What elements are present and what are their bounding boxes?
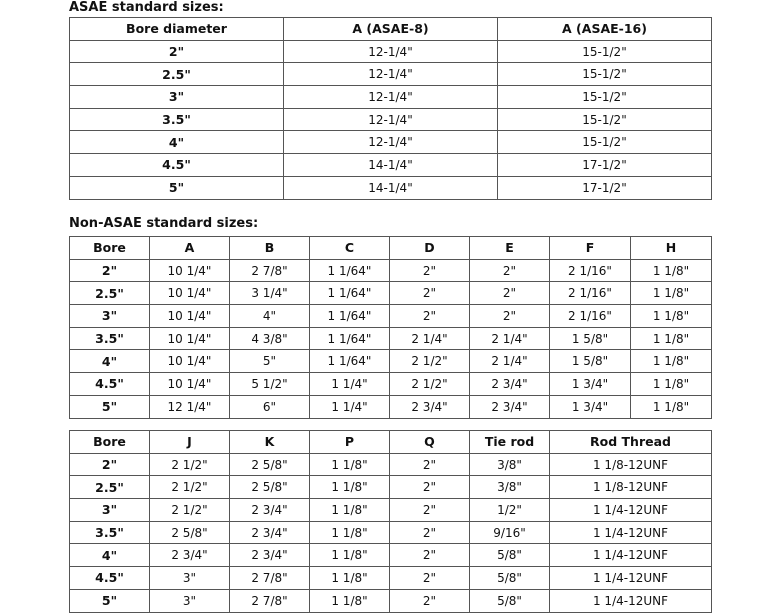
bore-cell: 2.5"	[70, 63, 284, 86]
table-cell: 1 1/8-12UNF	[550, 453, 712, 476]
table-cell: 15-1/2"	[498, 86, 712, 109]
table-cell: 1 1/4"	[310, 395, 390, 418]
table-cell: 2 3/4"	[230, 521, 310, 544]
bore-cell: 3"	[70, 499, 150, 522]
table-cell: 10 1/4"	[150, 350, 230, 373]
table-row	[70, 499, 712, 522]
table-row	[70, 154, 712, 177]
table-cell: 2 1/4"	[470, 327, 550, 350]
table-cell: 2 3/4"	[470, 373, 550, 396]
table-cell: 1 1/4-12UNF	[550, 589, 712, 612]
column-header: K	[230, 431, 310, 454]
table-row	[70, 282, 712, 305]
table-cell: 2 1/2"	[390, 350, 470, 373]
bore-cell: 2"	[70, 40, 284, 63]
table-row	[70, 589, 712, 612]
table-cell: 2"	[470, 259, 550, 282]
table-row	[70, 395, 712, 418]
table-cell: 1 1/4-12UNF	[550, 544, 712, 567]
column-header: Bore	[70, 431, 150, 454]
table-cell: 3/8"	[470, 453, 550, 476]
table-cell: 17-1/2"	[498, 154, 712, 177]
table-cell: 12-1/4"	[284, 131, 498, 154]
bore-cell: 5"	[70, 589, 150, 612]
table-cell: 15-1/2"	[498, 108, 712, 131]
column-header: E	[470, 237, 550, 260]
table-cell: 3 1/4"	[230, 282, 310, 305]
table-cell: 1 1/8"	[631, 327, 712, 350]
table-cell: 1 1/8"	[631, 282, 712, 305]
table-cell: 4 3/8"	[230, 327, 310, 350]
table-row	[70, 40, 712, 63]
table-cell: 2"	[390, 305, 470, 328]
table-cell: 2"	[390, 282, 470, 305]
table-cell: 2 1/2"	[150, 499, 230, 522]
table-cell: 17-1/2"	[498, 176, 712, 199]
column-header: C	[310, 237, 390, 260]
table-cell: 2 3/4"	[390, 395, 470, 418]
asae-heading: ASAE standard sizes:	[69, 0, 224, 15]
table-cell: 2"	[390, 589, 470, 612]
table-cell: 5/8"	[470, 589, 550, 612]
table-cell: 2 1/4"	[390, 327, 470, 350]
table-cell: 4"	[230, 305, 310, 328]
table-row	[70, 259, 712, 282]
table-row	[70, 350, 712, 373]
table-cell: 2 5/8"	[230, 453, 310, 476]
table-cell: 12 1/4"	[150, 395, 230, 418]
table-cell: 1 1/8"	[310, 521, 390, 544]
table-cell: 14-1/4"	[284, 154, 498, 177]
column-header: Rod Thread	[550, 431, 712, 454]
table-cell: 1/2"	[470, 499, 550, 522]
table-cell: 2 7/8"	[230, 567, 310, 590]
table-cell: 1 1/8"	[631, 395, 712, 418]
table-cell: 15-1/2"	[498, 63, 712, 86]
table-cell: 2"	[470, 305, 550, 328]
table-cell: 2 1/16"	[550, 282, 631, 305]
non-asae-dimensions-table-2	[69, 430, 712, 613]
table-cell: 5/8"	[470, 544, 550, 567]
table-row	[70, 521, 712, 544]
table-cell: 2 3/4"	[230, 499, 310, 522]
table-cell: 2 5/8"	[230, 476, 310, 499]
table-cell: 15-1/2"	[498, 40, 712, 63]
table-cell: 12-1/4"	[284, 63, 498, 86]
table-row	[70, 305, 712, 328]
bore-cell: 4"	[70, 350, 150, 373]
header-row	[70, 431, 712, 454]
table-cell: 2"	[390, 567, 470, 590]
table-cell: 12-1/4"	[284, 86, 498, 109]
bore-cell: 4.5"	[70, 154, 284, 177]
bore-cell: 2"	[70, 453, 150, 476]
table-row	[70, 131, 712, 154]
bore-cell: 3"	[70, 305, 150, 328]
table-cell: 2"	[470, 282, 550, 305]
bore-cell: 2.5"	[70, 282, 150, 305]
table-row	[70, 86, 712, 109]
table-cell: 2 5/8"	[150, 521, 230, 544]
bore-cell: 3.5"	[70, 327, 150, 350]
table-row	[70, 63, 712, 86]
bore-cell: 2"	[70, 259, 150, 282]
table-cell: 2 3/4"	[470, 395, 550, 418]
table-cell: 2 3/4"	[230, 544, 310, 567]
table-cell: 1 1/4-12UNF	[550, 567, 712, 590]
asae-sizes-table	[69, 17, 712, 200]
table-cell: 1 3/4"	[550, 395, 631, 418]
table-row	[70, 453, 712, 476]
table-cell: 2"	[390, 476, 470, 499]
table-cell: 10 1/4"	[150, 282, 230, 305]
table-cell: 1 1/64"	[310, 350, 390, 373]
column-header: F	[550, 237, 631, 260]
column-header: P	[310, 431, 390, 454]
table-cell: 2"	[390, 453, 470, 476]
bore-cell: 4.5"	[70, 567, 150, 590]
table-cell: 3"	[150, 567, 230, 590]
table-cell: 1 1/8"	[631, 259, 712, 282]
table-cell: 2"	[390, 544, 470, 567]
table-cell: 12-1/4"	[284, 108, 498, 131]
table-cell: 1 1/8"	[310, 453, 390, 476]
bore-cell: 4"	[70, 131, 284, 154]
table-cell: 1 1/8"	[310, 544, 390, 567]
table-cell: 1 1/64"	[310, 305, 390, 328]
table-cell: 1 1/8"	[310, 476, 390, 499]
table-row	[70, 373, 712, 396]
table-cell: 10 1/4"	[150, 305, 230, 328]
column-header: B	[230, 237, 310, 260]
bore-cell: 4"	[70, 544, 150, 567]
table-row	[70, 327, 712, 350]
table-cell: 1 1/8"	[631, 350, 712, 373]
table-cell: 2 7/8"	[230, 589, 310, 612]
column-header: A (ASAE-16)	[498, 18, 712, 41]
table-cell: 1 3/4"	[550, 373, 631, 396]
table-cell: 2 1/2"	[150, 476, 230, 499]
table-cell: 15-1/2"	[498, 131, 712, 154]
table-row	[70, 567, 712, 590]
table-cell: 1 1/8"	[310, 567, 390, 590]
table-cell: 1 1/8-12UNF	[550, 476, 712, 499]
column-header: J	[150, 431, 230, 454]
table-cell: 5 1/2"	[230, 373, 310, 396]
table-cell: 1 5/8"	[550, 350, 631, 373]
bore-cell: 4.5"	[70, 373, 150, 396]
column-header: A	[150, 237, 230, 260]
table-cell: 2 1/4"	[470, 350, 550, 373]
table-cell: 2"	[390, 499, 470, 522]
table-cell: 9/16"	[470, 521, 550, 544]
table-cell: 5/8"	[470, 567, 550, 590]
table-cell: 1 1/4-12UNF	[550, 521, 712, 544]
table-cell: 2 1/16"	[550, 305, 631, 328]
header-row	[70, 18, 712, 41]
table-cell: 10 1/4"	[150, 259, 230, 282]
table-cell: 1 1/64"	[310, 259, 390, 282]
table-row	[70, 476, 712, 499]
table-cell: 2"	[390, 521, 470, 544]
table-cell: 1 5/8"	[550, 327, 631, 350]
table-cell: 1 1/8"	[631, 305, 712, 328]
table-cell: 1 1/8"	[631, 373, 712, 396]
table-cell: 10 1/4"	[150, 373, 230, 396]
column-header: D	[390, 237, 470, 260]
table-cell: 1 1/64"	[310, 282, 390, 305]
bore-cell: 5"	[70, 395, 150, 418]
header-row	[70, 237, 712, 260]
table-cell: 10 1/4"	[150, 327, 230, 350]
bore-cell: 2.5"	[70, 476, 150, 499]
column-header: Bore diameter	[70, 18, 284, 41]
bore-cell: 5"	[70, 176, 284, 199]
table-cell: 2 7/8"	[230, 259, 310, 282]
bore-cell: 3.5"	[70, 521, 150, 544]
table-cell: 2 1/2"	[150, 453, 230, 476]
table-cell: 2 3/4"	[150, 544, 230, 567]
bore-cell: 3"	[70, 86, 284, 109]
column-header: Q	[390, 431, 470, 454]
table-row	[70, 544, 712, 567]
non-asae-dimensions-table-1	[69, 236, 712, 419]
table-cell: 1 1/4-12UNF	[550, 499, 712, 522]
bore-cell: 3.5"	[70, 108, 284, 131]
table-cell: 2 1/2"	[390, 373, 470, 396]
table-cell: 2"	[390, 259, 470, 282]
column-header: A (ASAE-8)	[284, 18, 498, 41]
table-row	[70, 176, 712, 199]
table-cell: 1 1/8"	[310, 499, 390, 522]
table-cell: 3/8"	[470, 476, 550, 499]
table-cell: 5"	[230, 350, 310, 373]
table-cell: 14-1/4"	[284, 176, 498, 199]
table-cell: 2 1/16"	[550, 259, 631, 282]
table-cell: 1 1/8"	[310, 589, 390, 612]
table-row	[70, 108, 712, 131]
table-cell: 3"	[150, 589, 230, 612]
column-header: Tie rod	[470, 431, 550, 454]
column-header: H	[631, 237, 712, 260]
table-cell: 6"	[230, 395, 310, 418]
table-cell: 12-1/4"	[284, 40, 498, 63]
table-cell: 1 1/64"	[310, 327, 390, 350]
table-cell: 1 1/4"	[310, 373, 390, 396]
non-asae-heading: Non-ASAE standard sizes:	[69, 216, 259, 231]
column-header: Bore	[70, 237, 150, 260]
